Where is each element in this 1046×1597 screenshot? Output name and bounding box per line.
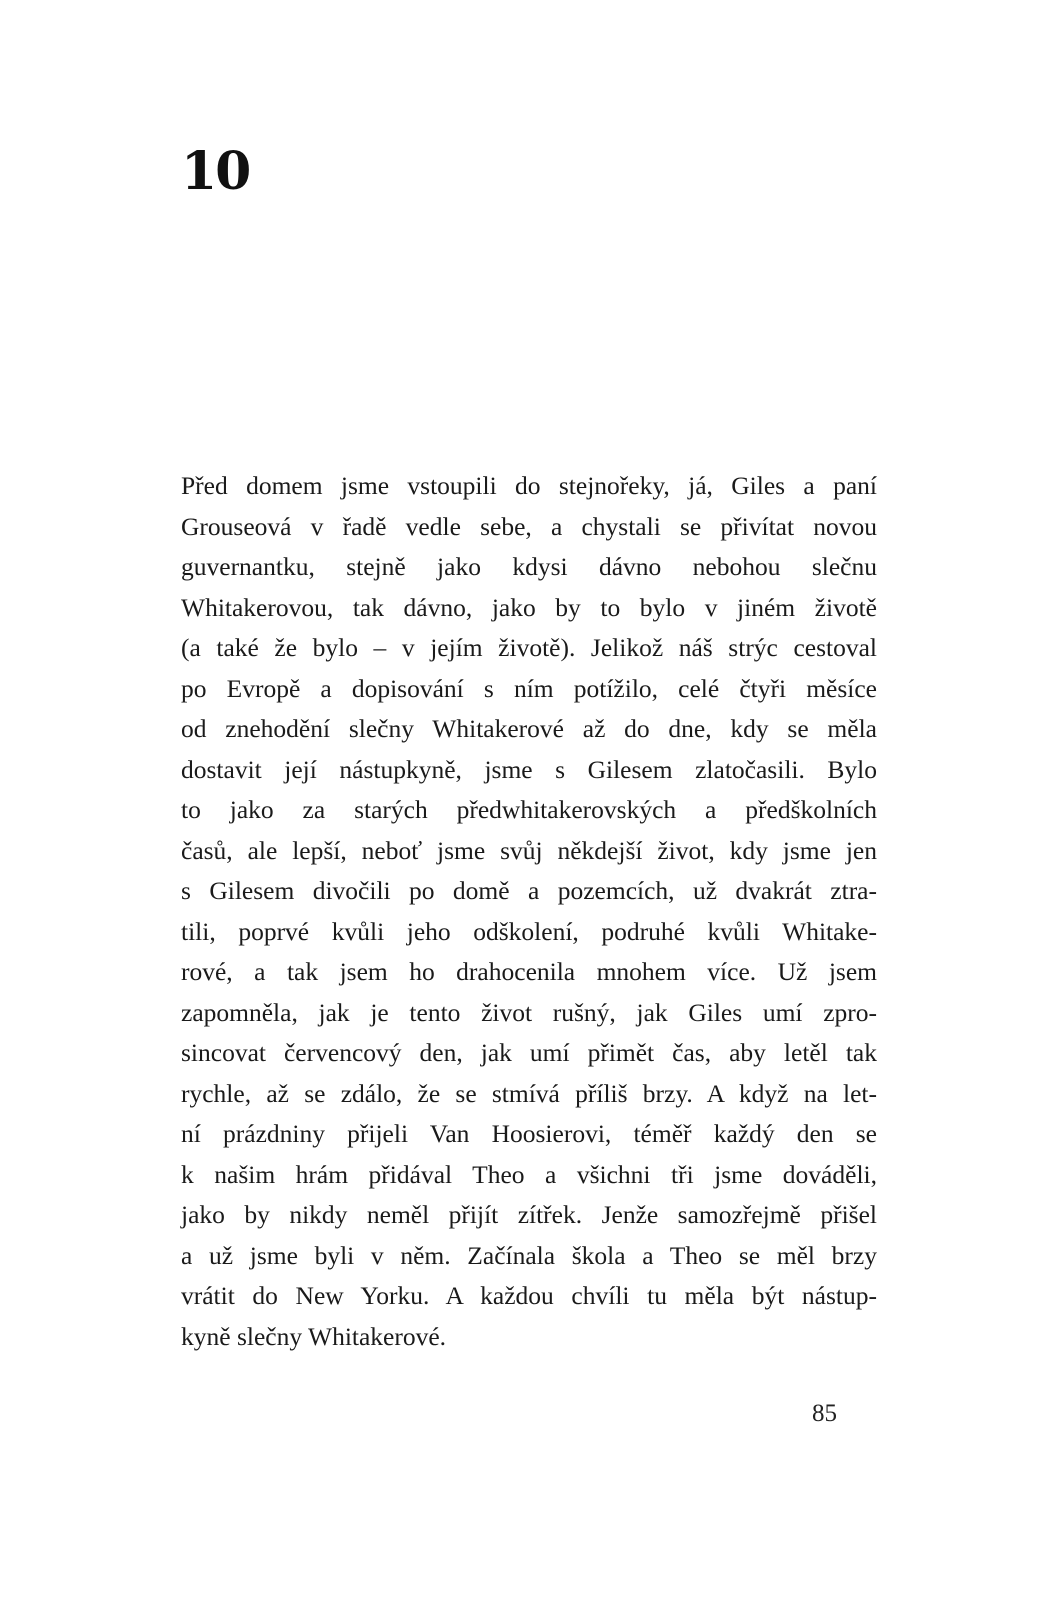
text-line: tili, poprvé kvůli jeho odškolení, podruhé kvůli Whitake- xyxy=(181,916,877,946)
text-line-last: kyně slečny Whitakerové. xyxy=(181,1321,447,1351)
text-line: k našim hrám přidával Theo a všichni tři jsme dováděli, xyxy=(181,1159,877,1189)
text-line: zapomněla, jak je tento život rušný, jak Giles umí zpro- xyxy=(181,997,877,1027)
text-line: guvernantku, stejně jako kdysi dávno nebohou slečnu xyxy=(181,552,877,581)
text-line: od znehodění slečny Whitakerové až do dne, kdy se měla xyxy=(181,714,877,743)
text-line: (a také že bylo – v jejím životě). Jelikož náš strýc cestoval xyxy=(181,633,877,662)
text-line: časů, ale lepší, neboť jsme svůj někdejší život, kdy jsme jen xyxy=(181,835,877,865)
chapter-number: 10 xyxy=(181,141,250,202)
page-number: 85 xyxy=(812,1400,837,1427)
text-line: rové, a tak jsem ho drahocenila mnohem více. Už jsem xyxy=(181,957,877,986)
text-line: ní prázdniny přijeli Van Hoosierovi, téměř každý den se xyxy=(181,1119,877,1148)
text-line: s Gilesem divočili po domě a pozemcích, už dvakrát ztra- xyxy=(181,876,877,905)
text-line: rychle, až se zdálo, že se stmívá příliš brzy. A když na let- xyxy=(181,1078,877,1108)
text-line: to jako za starých předwhitakerovských a předškolních xyxy=(181,795,877,824)
text-line: a už jsme byli v něm. Začínala škola a Theo se měl brzy xyxy=(181,1240,877,1270)
text-line: Grouseová v řadě vedle sebe, a chystali se přivítat novou xyxy=(181,511,877,541)
text-line: dostavit její nástupkyně, jsme s Gilesem zlatočasili. Bylo xyxy=(181,754,877,784)
text-line: Whitakerovou, tak dávno, jako by to bylo v jiném životě xyxy=(181,592,877,622)
chapter-paragraph xyxy=(181,466,877,1357)
text-line: sincovat červencový den, jak umí přimět čas, aby letěl tak xyxy=(181,1038,877,1067)
text-line: Před domem jsme vstoupili do stejnořeky, já, Giles a paní xyxy=(181,471,877,500)
text-line: jako by nikdy neměl přijít zítřek. Jenže samozřejmě přišel xyxy=(181,1200,877,1229)
text-line: vrátit do New Yorku. A každou chvíli tu měla být nástup- xyxy=(181,1281,877,1310)
text-line: po Evropě a dopisování s ním potížilo, celé čtyři měsíce xyxy=(181,673,877,703)
